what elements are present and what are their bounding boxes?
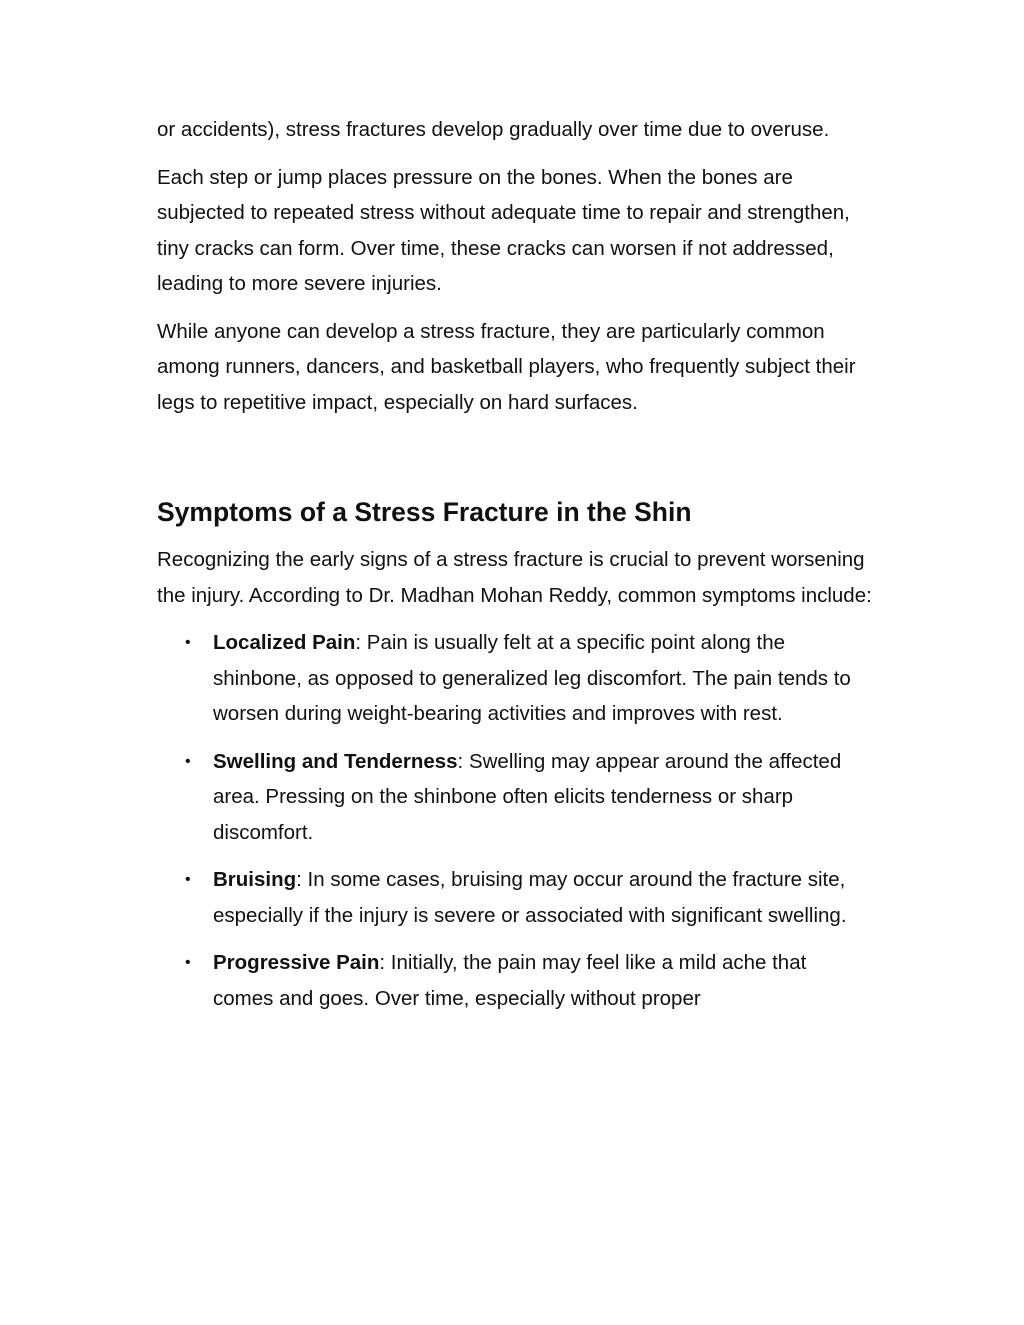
list-item: [157, 744, 872, 851]
bullet-icon: •: [185, 634, 191, 651]
symptom-term: Swelling and Tenderness: [213, 749, 458, 773]
bullet-icon: •: [185, 871, 191, 888]
symptom-list: [157, 625, 872, 1016]
symptom-description: : Initially, the pain may feel like a mild ache that comes and goes. Over time, especially without proper: [213, 951, 807, 1010]
symptom-term: Bruising: [213, 868, 297, 891]
section-heading: Symptoms of a Stress Fracture in the Shin: [157, 497, 692, 527]
symptom-description: : Swelling may appear around the affected area. Pressing on the shinbone often elicits tenderness or sharp discomfort.: [213, 749, 842, 844]
symptom-term: Localized Pain: [213, 631, 356, 654]
symptom-term: Progressive Pain: [213, 951, 380, 974]
symptom-description: : In some cases, bruising may occur around the fracture site, especially if the injury is severe or associated with significant swelling.: [213, 868, 847, 927]
paragraph-who-is-at-risk: While anyone can develop a stress fracture, they are particularly common among runners, dancers, and basketball players, who frequently subject their legs to repetitive impact, especially on hard surfaces.: [157, 319, 856, 414]
list-item: [157, 945, 872, 1016]
paragraph-bone-pressure: Each step or jump places pressure on the bones. When the bones are subjected to repeated stress without adequate time to repair and strengthen, tiny cracks can form. Over time, these cracks can worsen if not addressed, leading to more severe injuries.: [157, 165, 850, 295]
section-intro: Recognizing the early signs of a stress fracture is crucial to prevent worsening the injury. According to Dr. Madhan Mohan Reddy, common symptoms include:: [157, 548, 872, 607]
symptom-description: : Pain is usually felt at a specific point along the shinbone, as opposed to generalized leg discomfort. The pain tends to worsen during weight-bearing activities and improves with rest.: [213, 631, 851, 725]
document-page: [157, 112, 872, 1028]
bullet-icon: •: [185, 752, 191, 770]
list-item: [157, 625, 872, 732]
list-item: [157, 862, 872, 933]
paragraph-overuse: or accidents), stress fractures develop gradually over time due to overuse.: [157, 118, 830, 141]
bullet-icon: •: [185, 954, 191, 971]
